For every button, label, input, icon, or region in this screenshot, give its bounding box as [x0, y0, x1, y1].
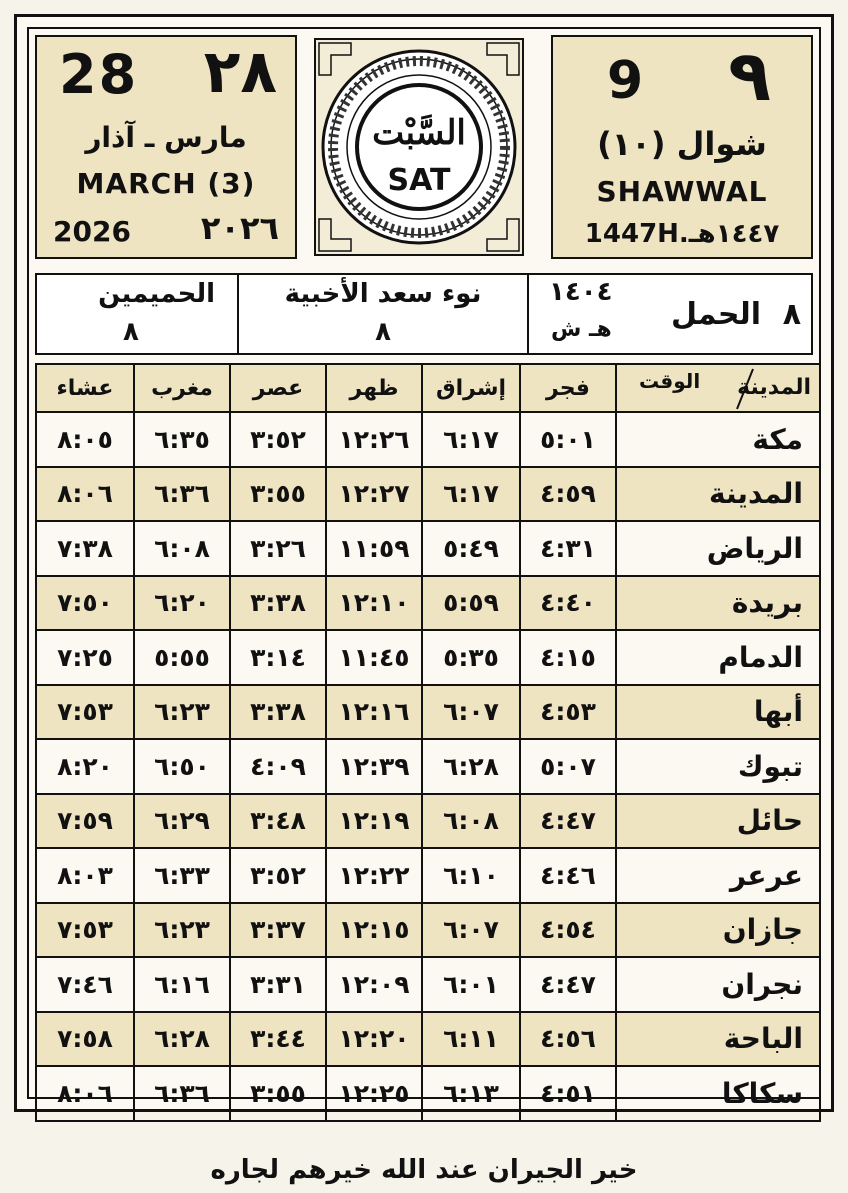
prayer-time-value: ٣:٥٥: [250, 1078, 306, 1108]
prayer-time-value: ٦:٢٨: [154, 1024, 210, 1054]
prayer-time-cell: [520, 412, 616, 467]
header-city-time: [616, 364, 820, 412]
prayer-time-value: ٨:٠٥: [57, 424, 113, 454]
city-name: المدينة: [616, 467, 820, 522]
city-name: بريدة: [616, 576, 820, 631]
footer-proverb: خير الجيران عند الله خيرهم لجاره: [210, 1155, 638, 1185]
gregorian-day-arabic: ٢٨: [203, 37, 277, 107]
prayer-time-cell: [134, 685, 230, 740]
prayer-time-value: ٧:٥٣: [57, 697, 113, 727]
hijri-day-latin: 9: [607, 51, 646, 111]
prayer-time-cell: [520, 1066, 616, 1121]
prayer-time-value: ٥:٥٥: [154, 642, 210, 672]
hijri-year: 1447H.١٤٤٧هـ: [584, 219, 780, 249]
prayer-time-cell: [326, 794, 422, 849]
prayer-time-value: ٨:٠٦: [57, 479, 113, 509]
prayer-time-value: ١٢:١٥: [338, 915, 410, 945]
header-isha: عشاء: [36, 364, 134, 412]
seal-day-arabic: السَّبْت: [372, 113, 466, 153]
gregorian-month-arabic: مارس ـ آذار: [85, 121, 247, 154]
prayer-time-cell: [230, 1066, 326, 1121]
prayer-time-cell: [422, 957, 520, 1012]
prayer-time-cell: [520, 576, 616, 631]
prayer-time-cell: [326, 576, 422, 631]
prayer-time-value: ٣:٢٦: [250, 533, 306, 563]
prayer-time-cell: [520, 1012, 616, 1067]
prayer-time-cell: [422, 794, 520, 849]
city-name: الرياض: [616, 521, 820, 576]
prayer-time-value: ٤:٥٦: [540, 1024, 596, 1054]
prayer-time-value: ٦:١٧: [443, 424, 499, 454]
prayer-time-value: ٧:٥٣: [57, 915, 113, 945]
prayer-time-value: ٣:٥٥: [250, 479, 306, 509]
prayer-time-cell: [36, 739, 134, 794]
prayer-time-cell: [326, 1012, 422, 1067]
prayer-time-value: ٤:٥٤: [540, 915, 596, 945]
prayer-time-value: ١٢:١٩: [338, 806, 410, 836]
prayer-time-value: ٨:٢٠: [57, 751, 113, 781]
prayer-time-cell: [134, 794, 230, 849]
prayer-time-cell: [36, 576, 134, 631]
prayer-time-cell: [422, 848, 520, 903]
city-name: تبوك: [616, 739, 820, 794]
gregorian-year-latin: 2026: [53, 215, 131, 248]
prayer-time-value: ٦:٠٨: [154, 533, 210, 563]
prayer-time-value: ٦:٣٦: [154, 479, 210, 509]
table-row: [36, 794, 820, 849]
table-header-row: [36, 364, 820, 412]
prayer-time-value: ٦:١١: [443, 1024, 499, 1054]
prayer-time-cell: [422, 467, 520, 522]
prayer-time-cell: [36, 467, 134, 522]
prayer-time-value: ٤:٤٧: [540, 806, 596, 836]
prayer-time-cell: [36, 794, 134, 849]
info-right-year: ١٤٠٤: [549, 277, 613, 307]
prayer-time-value: ٨:٠٦: [57, 1078, 113, 1108]
prayer-time-value: ٦:٢٣: [154, 697, 210, 727]
prayer-time-cell: [520, 630, 616, 685]
prayer-time-value: ٣:٣٧: [250, 915, 306, 945]
info-middle-value: ٨: [375, 317, 391, 347]
table-row: [36, 1066, 820, 1121]
prayer-time-cell: [422, 412, 520, 467]
prayer-time-value: ٥:٠٧: [540, 751, 596, 781]
table-row: [36, 630, 820, 685]
prayer-time-cell: [36, 1066, 134, 1121]
prayer-time-cell: [422, 739, 520, 794]
day-seal: [311, 35, 527, 259]
info-right-sign-num: ٨: [782, 297, 801, 332]
prayer-time-value: ٤:٠٩: [250, 751, 306, 781]
prayer-time-value: ٦:٢٠: [154, 588, 210, 618]
prayer-time-cell: [326, 957, 422, 1012]
prayer-time-cell: [134, 467, 230, 522]
prayer-time-cell: [422, 1066, 520, 1121]
calendar-page: [14, 14, 834, 1185]
prayer-time-cell: [36, 903, 134, 958]
prayer-time-cell: [326, 903, 422, 958]
prayer-time-value: ١٢:٣٩: [338, 751, 410, 781]
prayer-time-cell: [520, 957, 616, 1012]
prayer-time-value: ٥:٣٥: [443, 642, 499, 672]
prayer-time-cell: [520, 739, 616, 794]
prayer-time-cell: [230, 794, 326, 849]
prayer-time-cell: [230, 739, 326, 794]
prayer-time-value: ٥:٥٩: [443, 588, 499, 618]
header-dhuhr: ظهر: [326, 364, 422, 412]
prayer-time-value: ٧:٥٨: [57, 1024, 113, 1054]
prayer-time-value: ٤:٥٩: [540, 479, 596, 509]
prayer-time-value: ١٢:٠٩: [338, 969, 410, 999]
prayer-time-cell: [134, 848, 230, 903]
prayer-time-value: ١٢:٢٦: [338, 424, 410, 454]
prayer-time-cell: [422, 630, 520, 685]
prayer-time-cell: [134, 630, 230, 685]
prayer-time-value: ٧:٣٨: [57, 533, 113, 563]
prayer-time-value: ١١:٥٩: [338, 533, 410, 563]
table-row: [36, 521, 820, 576]
gregorian-year-arabic: ٢٠٢٦: [200, 209, 279, 247]
header-maghrib: مغرب: [134, 364, 230, 412]
prayer-time-value: ٥:٤٩: [443, 533, 499, 563]
info-right-year-unit: هـ ش: [551, 317, 612, 342]
prayer-time-cell: [134, 412, 230, 467]
prayer-time-value: ٦:٠١: [443, 969, 499, 999]
prayer-time-cell: [230, 848, 326, 903]
prayer-time-value: ٦:١٠: [443, 860, 499, 890]
header-time: الوقت: [639, 369, 701, 393]
prayer-time-cell: [230, 630, 326, 685]
city-name: الباحة: [616, 1012, 820, 1067]
prayer-time-cell: [230, 521, 326, 576]
prayer-time-value: ٤:٣١: [540, 533, 596, 563]
hijri-date-box: [551, 35, 813, 259]
prayer-time-cell: [36, 630, 134, 685]
prayer-time-value: ٧:٥٠: [57, 588, 113, 618]
prayer-time-value: ٦:٠٨: [443, 806, 499, 836]
prayer-time-value: ٦:٣٥: [154, 424, 210, 454]
table-row: [36, 848, 820, 903]
prayer-time-value: ٣:٣٨: [250, 588, 306, 618]
seal-day-latin: SAT: [387, 163, 451, 198]
prayer-time-cell: [326, 412, 422, 467]
info-row: [35, 273, 813, 355]
prayer-time-cell: [134, 521, 230, 576]
prayer-time-value: ٣:٤٤: [250, 1024, 306, 1054]
prayer-time-value: ٨:٠٣: [57, 860, 113, 890]
info-cell-middle: [237, 275, 527, 353]
prayer-time-cell: [326, 521, 422, 576]
prayer-time-cell: [36, 412, 134, 467]
prayer-time-cell: [520, 794, 616, 849]
prayer-time-value: ١١:٤٥: [338, 642, 410, 672]
prayer-time-value: ٤:٤٦: [540, 860, 596, 890]
prayer-time-value: ١٢:١٦: [338, 697, 410, 727]
prayer-time-cell: [134, 576, 230, 631]
header-asr: عصر: [230, 364, 326, 412]
prayer-time-value: ١٢:٢٠: [338, 1024, 410, 1054]
prayer-time-value: ١٢:٢٢: [338, 860, 410, 890]
table-row: [36, 1012, 820, 1067]
info-right-sign: الحمل: [670, 297, 761, 332]
prayer-time-value: ٣:٣٨: [250, 697, 306, 727]
table-row: [36, 576, 820, 631]
prayer-time-value: ٧:٥٩: [57, 806, 113, 836]
prayer-time-cell: [520, 521, 616, 576]
prayer-time-value: ١٢:١٠: [338, 588, 410, 618]
table-row: [36, 957, 820, 1012]
city-name: عرعر: [616, 848, 820, 903]
prayer-time-value: ٤:٥١: [540, 1078, 596, 1108]
prayer-time-cell: [326, 848, 422, 903]
gregorian-date-box: [35, 35, 297, 259]
prayer-time-cell: [520, 848, 616, 903]
info-cell-left: [37, 275, 237, 353]
prayer-time-value: ٣:١٤: [250, 642, 306, 672]
prayer-time-cell: [230, 1012, 326, 1067]
prayer-time-value: ٣:٥٢: [250, 424, 306, 454]
prayer-time-cell: [326, 467, 422, 522]
info-cell-right: [527, 275, 817, 353]
table-row: [36, 903, 820, 958]
table-row: [36, 467, 820, 522]
prayer-time-cell: [230, 412, 326, 467]
prayer-time-cell: [134, 1012, 230, 1067]
city-name: مكة: [616, 412, 820, 467]
info-left-name: الحميمين: [98, 279, 215, 309]
prayer-time-value: ٦:٠٧: [443, 915, 499, 945]
prayer-time-value: ٤:٥٣: [540, 697, 596, 727]
prayer-time-value: ٤:٤٠: [540, 588, 596, 618]
prayer-time-value: ٦:٣٦: [154, 1078, 210, 1108]
hijri-day-arabic: ٩: [728, 35, 771, 117]
hijri-month-latin: SHAWWAL: [596, 175, 768, 208]
prayer-time-value: ٤:٤٧: [540, 969, 596, 999]
prayer-time-value: ٥:٠١: [540, 424, 596, 454]
prayer-time-value: ٦:٣٣: [154, 860, 210, 890]
prayer-time-value: ٤:١٥: [540, 642, 596, 672]
prayer-time-cell: [422, 903, 520, 958]
prayer-time-cell: [36, 521, 134, 576]
table-row: [36, 412, 820, 467]
city-name: سكاكا: [616, 1066, 820, 1121]
info-left-value: ٨: [123, 317, 139, 347]
prayer-time-cell: [36, 1012, 134, 1067]
prayer-time-cell: [230, 467, 326, 522]
prayer-time-value: ١٢:٢٧: [338, 479, 410, 509]
prayer-time-value: ٦:١٦: [154, 969, 210, 999]
prayer-time-cell: [422, 685, 520, 740]
gregorian-month-latin: MARCH (3): [76, 167, 256, 200]
prayer-time-cell: [520, 467, 616, 522]
prayer-time-cell: [520, 685, 616, 740]
info-middle-name: نوء سعد الأخبية: [284, 279, 482, 309]
city-name: نجران: [616, 957, 820, 1012]
table-row: [36, 685, 820, 740]
prayer-time-cell: [326, 685, 422, 740]
prayer-time-value: ٣:٣١: [250, 969, 306, 999]
prayer-time-value: ٣:٥٢: [250, 860, 306, 890]
prayer-time-value: ٦:٠٧: [443, 697, 499, 727]
header-ishraq: إشراق: [422, 364, 520, 412]
prayer-time-cell: [230, 685, 326, 740]
prayer-times-table: [35, 363, 821, 1122]
prayer-time-cell: [134, 903, 230, 958]
city-name: جازان: [616, 903, 820, 958]
prayer-time-cell: [36, 685, 134, 740]
prayer-time-value: ٦:٢٩: [154, 806, 210, 836]
prayer-time-value: ٦:٢٣: [154, 915, 210, 945]
city-name: الدمام: [616, 630, 820, 685]
prayer-time-cell: [230, 576, 326, 631]
gregorian-day-latin: 28: [59, 43, 139, 106]
prayer-time-cell: [422, 576, 520, 631]
header-city: المدينة: [737, 375, 811, 400]
prayer-time-cell: [520, 903, 616, 958]
prayer-time-cell: [422, 1012, 520, 1067]
city-name: أبها: [616, 685, 820, 740]
table-row: [36, 739, 820, 794]
prayer-time-value: ٦:٥٠: [154, 751, 210, 781]
prayer-time-value: ٦:٢٨: [443, 751, 499, 781]
prayer-time-cell: [36, 848, 134, 903]
prayer-time-cell: [326, 739, 422, 794]
hijri-month-arabic: شوال (١٠): [597, 125, 767, 163]
prayer-time-cell: [230, 957, 326, 1012]
city-name: حائل: [616, 794, 820, 849]
prayer-time-value: ٧:٤٦: [57, 969, 113, 999]
prayer-time-value: ٧:٢٥: [57, 642, 113, 672]
prayer-time-value: ٦:١٧: [443, 479, 499, 509]
prayer-time-value: ٦:١٣: [443, 1078, 499, 1108]
prayer-time-cell: [134, 1066, 230, 1121]
prayer-time-cell: [36, 957, 134, 1012]
header-fajr: فجر: [520, 364, 616, 412]
prayer-time-value: ١٢:٢٥: [338, 1078, 410, 1108]
prayer-time-cell: [230, 903, 326, 958]
prayer-time-value: ٣:٤٨: [250, 806, 306, 836]
prayer-time-cell: [326, 1066, 422, 1121]
prayer-time-cell: [422, 521, 520, 576]
prayer-time-cell: [326, 630, 422, 685]
prayer-time-cell: [134, 739, 230, 794]
prayer-time-cell: [134, 957, 230, 1012]
